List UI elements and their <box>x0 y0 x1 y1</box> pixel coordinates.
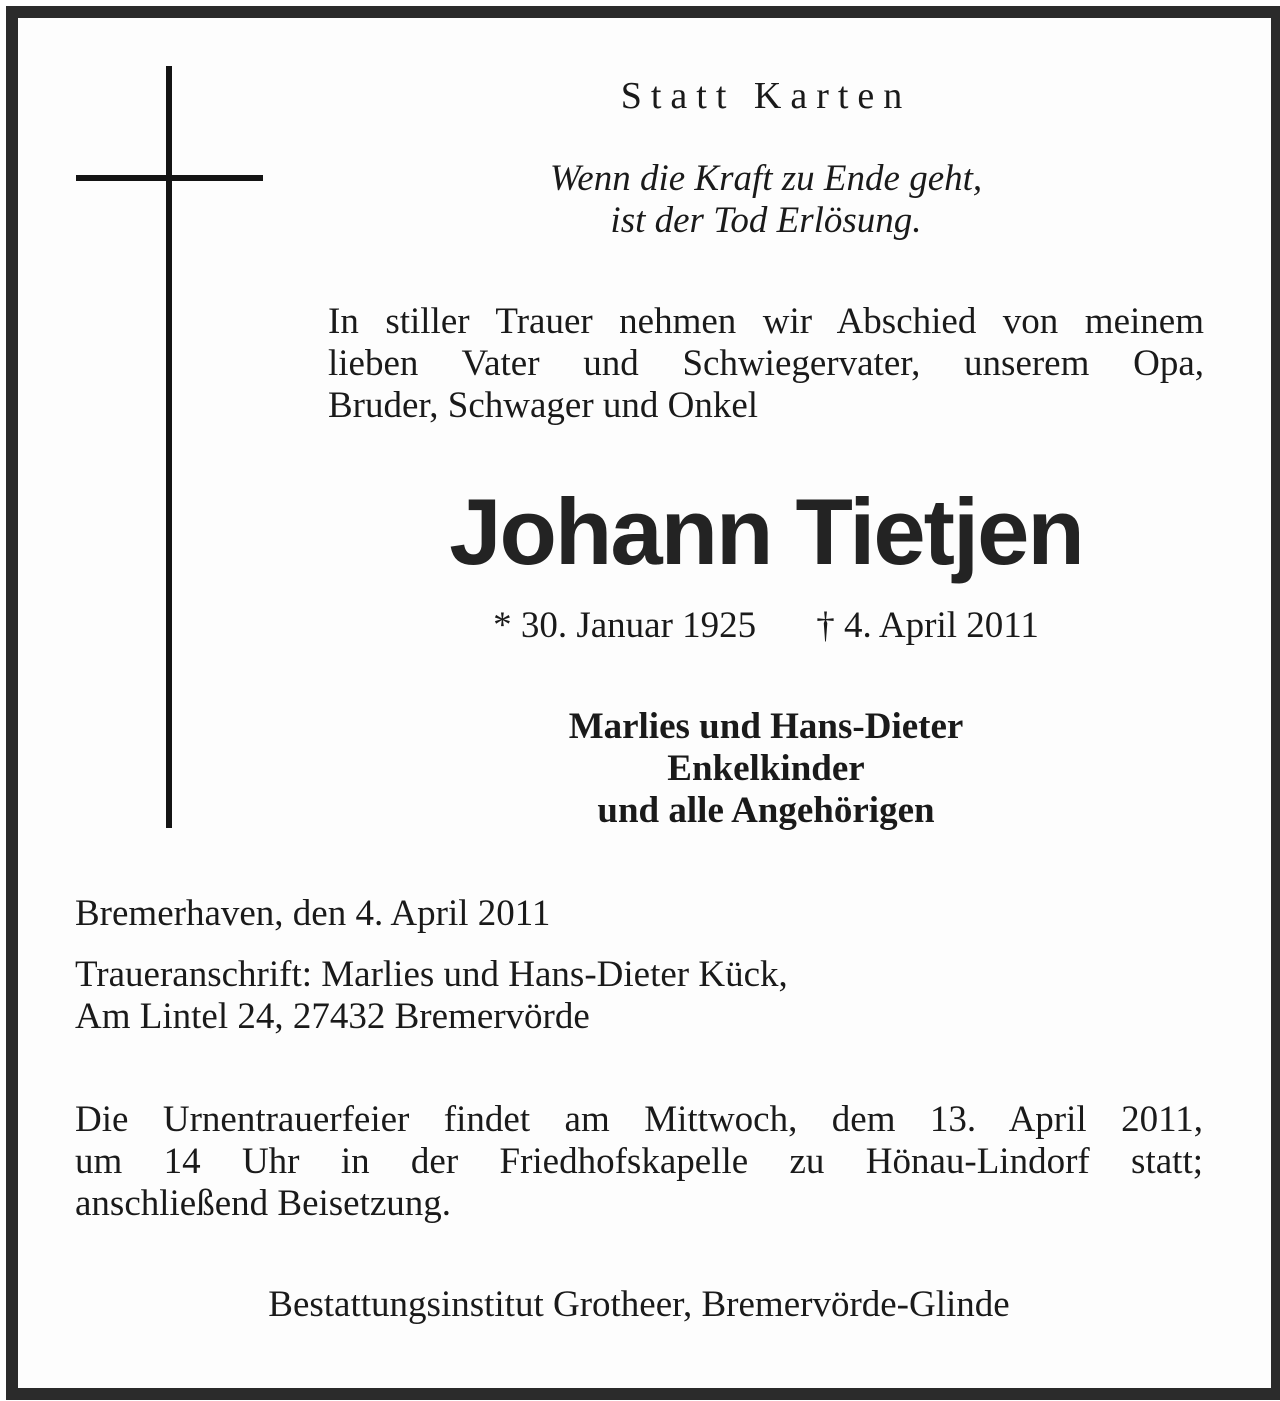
motto-line-2: ist der Tod Erlösung. <box>610 200 922 241</box>
life-dates <box>326 604 1206 647</box>
mourning-address <box>75 954 788 1038</box>
family-line-1: Marlies und Hans-Dieter <box>568 706 964 747</box>
intro-line-2: lieben Vater und Schwiegervater, unserem Opa, <box>328 343 1204 384</box>
cross-horizontal-bar <box>76 175 263 181</box>
intro-paragraph <box>328 301 1204 427</box>
header-statt-karten: Statt Karten <box>620 75 912 117</box>
death-date: † 4. April 2011 <box>816 605 1039 646</box>
motto-line-1: Wenn die Kraft zu Ende geht, <box>549 158 983 199</box>
intro-line-1: In stiller Trauer nehmen wir Abschied von meinem <box>328 301 1204 342</box>
address-line-2: Am Lintel 24, 27432 Bremervörde <box>75 996 590 1037</box>
motto <box>326 158 1206 242</box>
family-line-3: und alle Angehörigen <box>597 790 935 831</box>
family-line-2: Enkelkinder <box>667 748 865 789</box>
ceremony-paragraph <box>75 1099 1203 1225</box>
birth-date: * 30. Januar 1925 <box>493 605 757 646</box>
address-line-1: Traueranschrift: Marlies und Hans-Dieter Kück, <box>75 954 788 995</box>
ceremony-line-3: anschließend Beisetzung. <box>75 1183 452 1224</box>
ceremony-line-1: Die Urnentrauerfeier findet am Mittwoch, dem 13. April 2011, <box>75 1099 1203 1140</box>
place-date: Bremerhaven, den 4. April 2011 <box>75 893 551 934</box>
intro-line-3: Bruder, Schwager und Onkel <box>328 385 759 426</box>
deceased-name: Johann Tietjen <box>449 479 1083 584</box>
ceremony-line-2: um 14 Uhr in der Friedhofskapelle zu Hönau-Lindorf statt; <box>75 1141 1203 1182</box>
family-signature <box>326 706 1206 832</box>
funeral-home: Bestattungsinstitut Grotheer, Bremervörde-Glinde <box>268 1284 1010 1325</box>
